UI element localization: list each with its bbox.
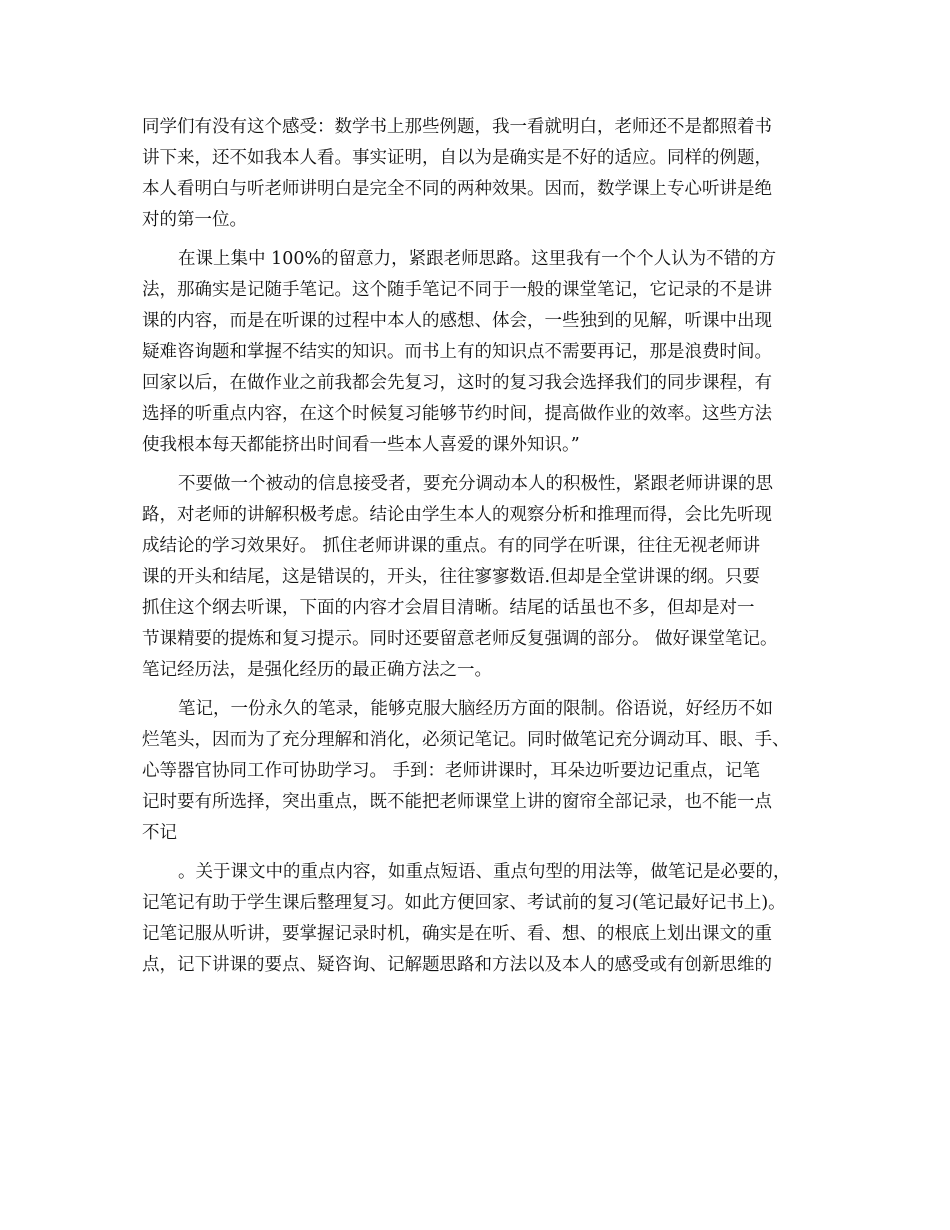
text-line: 抓住这个纲去听课，下面的内容才会眉目清晰。结尾的话虽也不多，但却是对一 bbox=[142, 598, 755, 618]
document-body bbox=[142, 112, 822, 981]
text-line: 记笔记服从听讲，要掌握记录时机，确实是在听、看、想、的根底上划出课文的重 bbox=[142, 924, 772, 944]
text-line: 节课精要的提炼和复习提示。同时还要留意老师反复强调的部分。 做好课堂笔记。 bbox=[142, 629, 778, 649]
text-line: 路，对老师的讲解积极考虑。结论由学生本人的观察分析和推理而得，会比先听现 bbox=[142, 505, 772, 525]
text-line: 心等器官协同工作可协助学习。 手到：老师讲课时，耳朵边听要边记重点，记笔 bbox=[142, 761, 761, 781]
text-line: 同学们有没有这个感受：数学书上那些例题，我一看就明白，老师还不是都照着书 bbox=[142, 117, 772, 137]
text-line: 记笔记有助于学生课后整理复习。如此方便回家、考试前的复习(笔记最好记书上)。 bbox=[142, 893, 786, 913]
paragraph-3 bbox=[142, 469, 822, 686]
text-line: 回家以后，在做作业之前我都会先复习，这时的复习我会选择我们的同步课程，有 bbox=[142, 373, 772, 393]
text-line: 对的第一位。 bbox=[142, 210, 247, 230]
text-line: 课的内容，而是在听课的过程中本人的感想、体会，一些独到的见解，听课中出现 bbox=[142, 311, 772, 331]
text-line: 成结论的学习效果好。 抓住老师讲课的重点。有的同学在听课，往往无视老师讲 bbox=[142, 536, 761, 556]
text-line: 使我根本每天都能挤出时间看一些本人喜爱的课外知识。” bbox=[142, 435, 580, 455]
text-line: 不记 bbox=[142, 823, 177, 843]
text-line: 笔记，一份永久的笔录，能够克服大脑经历方面的限制。俗语说，好经历不如 bbox=[178, 699, 773, 719]
text-line: 。关于课文中的重点内容，如重点短语、重点句型的用法等，做笔记是必要的， bbox=[178, 862, 791, 882]
paragraph-2 bbox=[142, 244, 822, 461]
text-line: 点，记下讲课的要点、疑咨询、记解题思路和方法以及本人的感受或有创新思维的 bbox=[142, 955, 772, 975]
text-line: 不要做一个被动的信息接受者，要充分调动本人的积极性，紧跟老师讲课的思 bbox=[178, 474, 773, 494]
text-line: 法，那确实是记随手笔记。这个随手笔记不同于一般的课堂笔记，它记录的不是讲 bbox=[142, 280, 772, 300]
text-line: 选择的听重点内容，在这个时候复习能够节约时间，提高做作业的效率。这些方法 bbox=[142, 404, 772, 424]
text-line: 烂笔头，因而为了充分理解和消化，必须记笔记。同时做笔记充分调动耳、眼、手、 bbox=[142, 730, 790, 750]
text-line: 在课上集中 100%的留意力，紧跟老师思路。这里我有一个个人认为不错的方 bbox=[178, 249, 777, 269]
text-line: 讲下来，还不如我本人看。事实证明，自以为是确实是不好的适应。同样的例题， bbox=[142, 148, 772, 168]
text-line: 笔记经历法，是强化经历的最正确方法之一。 bbox=[142, 660, 492, 680]
paragraph-5 bbox=[142, 857, 822, 981]
text-line: 本人看明白与听老师讲明白是完全不同的两种效果。因而，数学课上专心听讲是绝 bbox=[142, 179, 772, 199]
text-line: 疑难咨询题和掌握不结实的知识。而书上有的知识点不需要再记，那是浪费时间。 bbox=[142, 342, 772, 362]
text-line: 记时要有所选择，突出重点，既不能把老师课堂上讲的窗帘全部记录，也不能一点 bbox=[142, 792, 772, 812]
paragraph-4 bbox=[142, 694, 822, 849]
text-line: 课的开头和结尾，这是错误的，开头，往往寥寥数语.但却是全堂讲课的纲。只要 bbox=[142, 567, 761, 587]
paragraph-1 bbox=[142, 112, 822, 236]
